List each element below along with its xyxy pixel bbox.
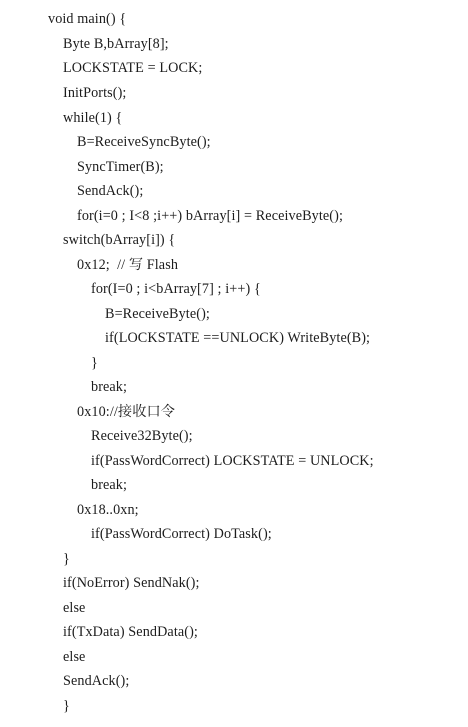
code-line: if(LOCKSTATE ==UNLOCK) WriteByte(B); xyxy=(105,330,371,346)
code-line: B=ReceiveSyncByte(); xyxy=(77,134,211,150)
code-line: SendAck(); xyxy=(63,673,130,689)
code-line: void main() { xyxy=(48,11,127,27)
code-line: 0x12; // 写 Flash xyxy=(77,257,179,273)
code-line: Receive32Byte(); xyxy=(91,428,193,444)
code-line: if(NoError) SendNak(); xyxy=(63,575,200,591)
code-line: else xyxy=(63,649,86,665)
code-line: break; xyxy=(91,477,128,493)
code-line: if(TxData) SendData(); xyxy=(63,624,198,640)
code-line: 0x10://接收口令 xyxy=(77,404,176,420)
code-line: 0x18..0xn; xyxy=(77,502,139,518)
code-line: while(1) { xyxy=(63,110,123,126)
code-line: B=ReceiveByte(); xyxy=(105,306,210,322)
code-line: else xyxy=(63,600,86,616)
code-line: } xyxy=(63,551,70,567)
code-line: } xyxy=(63,698,70,714)
code-line: SyncTimer(B); xyxy=(77,159,164,175)
code-line: for(i=0 ; I<8 ;i++) bArray[i] = ReceiveByte(); xyxy=(77,208,344,224)
code-line: break; xyxy=(91,379,128,395)
code-line: LOCKSTATE = LOCK; xyxy=(63,60,203,76)
code-line: for(I=0 ; i<bArray[7] ; i++) { xyxy=(91,281,261,297)
code-line: SendAck(); xyxy=(77,183,144,199)
code-line: InitPorts(); xyxy=(63,85,127,101)
code-line: switch(bArray[i]) { xyxy=(63,232,176,248)
code-line: } xyxy=(91,355,98,371)
code-line: if(PassWordCorrect) DoTask(); xyxy=(91,526,272,542)
code-line: if(PassWordCorrect) LOCKSTATE = UNLOCK; xyxy=(91,453,374,469)
code-line: Byte B,bArray[8]; xyxy=(63,36,169,52)
